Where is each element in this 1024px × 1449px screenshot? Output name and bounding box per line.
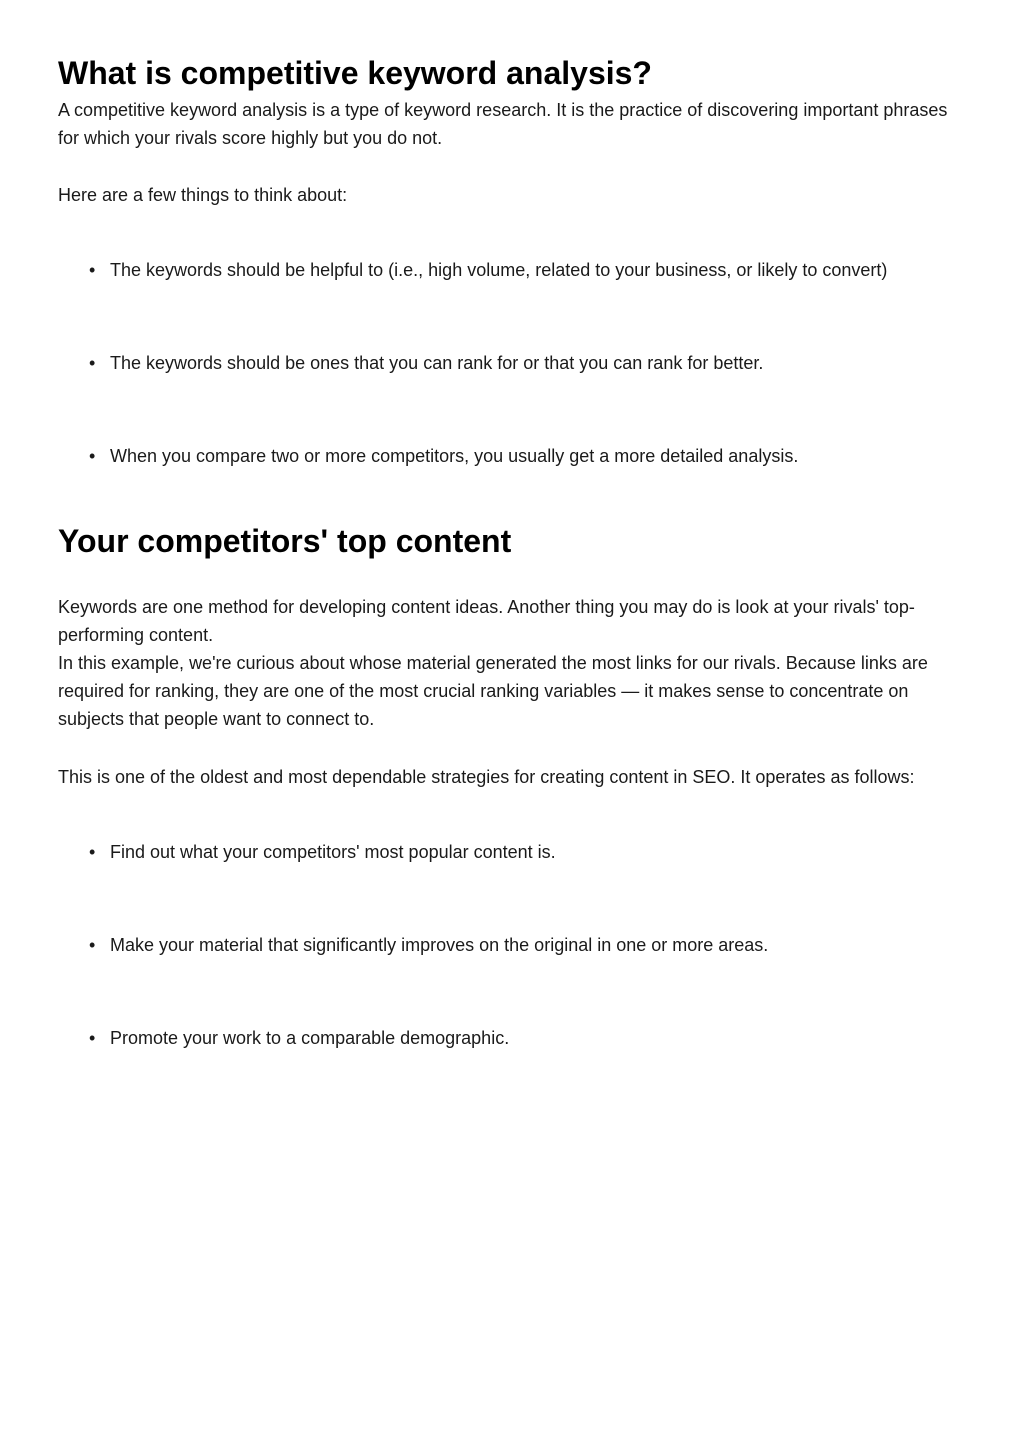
list-item bbox=[89, 1024, 510, 1052]
paragraph-strategy-intro: This is one of the oldest and most dependable strategies for creating content in SEO. It operates as follows: bbox=[58, 767, 915, 787]
list-item bbox=[89, 349, 764, 377]
bullet-icon: • bbox=[89, 1028, 96, 1048]
list-item bbox=[89, 256, 888, 284]
bullet-icon: • bbox=[89, 935, 96, 955]
paragraph-things-to-think: Here are a few things to think about: bbox=[58, 185, 348, 205]
bullet-icon: • bbox=[89, 353, 96, 373]
list-item bbox=[89, 931, 769, 959]
list-item-text: The keywords should be helpful to (i.e., high volume, related to your business, or likely to convert) bbox=[110, 260, 888, 280]
bullet-icon: • bbox=[89, 842, 96, 862]
list-item-text: The keywords should be ones that you can rank for or that you can rank for better. bbox=[110, 353, 764, 373]
paragraph-group-content-ideas bbox=[58, 593, 958, 733]
paragraph-definition: A competitive keyword analysis is a type of keyword research. It is the practice of discovering important phrases for which your rivals score highly but you do not. bbox=[58, 100, 948, 148]
bullet-icon: • bbox=[89, 446, 96, 466]
paragraph-content-ideas: Keywords are one method for developing content ideas. Another thing you may do is look at your rivals' top-performing content. bbox=[58, 597, 915, 645]
section-heading-keyword-analysis: What is competitive keyword analysis? bbox=[58, 55, 652, 91]
list-item bbox=[89, 442, 799, 470]
paragraph-links-example: In this example, we're curious about whose material generated the most links for our rivals. Because links are required for ranking, they are one of the most crucial ranking variables — it makes sense to concentrate on subjects that people want to connect to. bbox=[58, 653, 928, 729]
list-item-text: Find out what your competitors' most popular content is. bbox=[110, 842, 556, 862]
list-item bbox=[89, 838, 556, 866]
list-item-text: Make your material that significantly improves on the original in one or more areas. bbox=[110, 935, 769, 955]
list-item-text: When you compare two or more competitors, you usually get a more detailed analysis. bbox=[110, 446, 799, 466]
list-item-text: Promote your work to a comparable demographic. bbox=[110, 1028, 510, 1048]
bullet-icon: • bbox=[89, 260, 96, 280]
section-heading-top-content: Your competitors' top content bbox=[58, 523, 512, 559]
